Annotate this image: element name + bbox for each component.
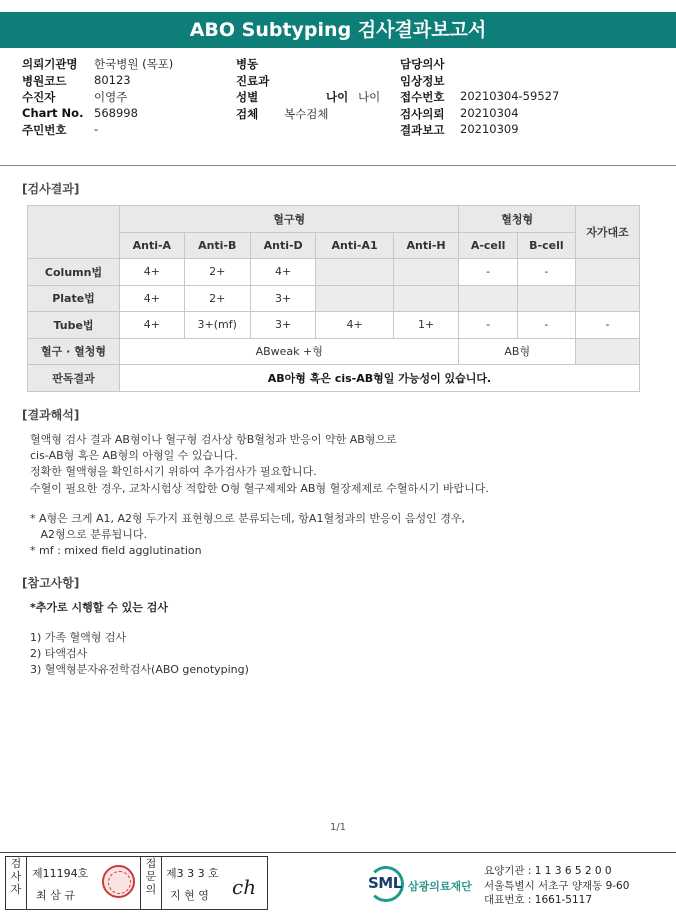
info-label: 검체 bbox=[236, 106, 259, 121]
table-cell bbox=[459, 285, 517, 312]
row-label: Column법 bbox=[28, 259, 120, 286]
col-header: Anti-A1 bbox=[316, 232, 393, 259]
info-value: 20210304 bbox=[460, 105, 519, 120]
results-heading: [검사결과] bbox=[22, 182, 80, 196]
page-number: 1/1 bbox=[329, 822, 347, 833]
logo-mark: SML bbox=[368, 874, 402, 892]
col-header: Anti-B bbox=[184, 232, 250, 259]
interp-line: 수혈이 필요한 경우, 교차시험상 적합한 O형 혈구제제와 AB형 혈장제제로 수혈하시기 바랍니다. bbox=[30, 481, 489, 495]
info-value: 568998 bbox=[94, 105, 138, 120]
info-value: 복수검체 bbox=[284, 106, 329, 121]
info-label: 진료과 bbox=[236, 73, 270, 88]
name-specialist: 지 현 영 bbox=[170, 889, 209, 902]
contact-line: 요양기관 : 1 1 3 6 5 2 0 0 bbox=[484, 865, 612, 877]
group-serum-header: 혈청형 bbox=[459, 206, 576, 233]
contact-line: 대표번호 : 1661-5117 bbox=[484, 894, 593, 906]
table-cell bbox=[576, 338, 640, 365]
info-value: 나이 bbox=[358, 90, 381, 104]
table-cell: 2+ bbox=[184, 259, 250, 286]
table-cell bbox=[316, 285, 393, 312]
serum-type-result: AB형 bbox=[459, 338, 576, 365]
info-label: 의뢰기관명 bbox=[22, 57, 78, 71]
name-examiner: 최 삼 규 bbox=[36, 889, 75, 902]
info-label: 나이 bbox=[326, 90, 349, 104]
table-cell: 3+(mf) bbox=[184, 312, 250, 339]
table-cell bbox=[576, 259, 640, 286]
table-cell: - bbox=[459, 312, 517, 339]
judgement-result: AB아형 혹은 cis-AB형일 가능성이 있습니다. bbox=[120, 365, 640, 392]
org-name: 삼광의료재단 bbox=[408, 880, 472, 893]
references-list bbox=[30, 600, 249, 678]
signature-box bbox=[5, 856, 268, 910]
info-label: 수진자 bbox=[22, 90, 56, 104]
info-label: 성별 bbox=[236, 90, 259, 104]
row-label: 판독결과 bbox=[28, 365, 120, 392]
report-title: ABO Subtyping 검사결과보고서 bbox=[0, 12, 676, 48]
col-header: Anti-A bbox=[120, 232, 185, 259]
info-value: 20210309 bbox=[460, 122, 519, 136]
table-cell: 4+ bbox=[316, 312, 393, 339]
note-line: A2형으로 분류됩니다. bbox=[30, 528, 148, 542]
table-row bbox=[28, 365, 640, 392]
table-cell: 4+ bbox=[120, 312, 185, 339]
interp-line: 혈액형 검사 결과 AB형이나 혈구형 검사상 항B혈청과 반응이 약한 AB형으로 bbox=[30, 433, 397, 446]
list-item: 1) 가족 혈액형 검사 bbox=[30, 631, 127, 644]
info-value: - bbox=[94, 122, 99, 136]
info-value: 이영주 bbox=[94, 90, 128, 104]
table-row bbox=[28, 259, 640, 286]
info-value: 한국병원 (목포) bbox=[94, 57, 174, 71]
table-cell bbox=[576, 285, 640, 312]
interp-line: 정확한 혈액형을 확인하시기 위하여 추가검사가 필요합니다. bbox=[30, 465, 317, 479]
footer-divider bbox=[0, 852, 676, 853]
corner-cell bbox=[28, 206, 120, 259]
note-line: * A형은 크게 A1, A2형 두가지 표현형으로 분류되는데, 항A1혈청과의 반응이 음성인 경우, bbox=[30, 511, 465, 525]
table-cell: - bbox=[576, 312, 640, 339]
table-cell bbox=[316, 259, 393, 286]
contact-line: 서울특별시 서초구 양재동 9-60 bbox=[484, 879, 630, 892]
table-cell: 2+ bbox=[184, 285, 250, 312]
info-label: 결과보고 bbox=[400, 123, 445, 137]
patient-info bbox=[22, 56, 662, 139]
divider bbox=[0, 165, 676, 166]
info-label: 검사의뢰 bbox=[400, 106, 445, 121]
info-label: 병원코드 bbox=[22, 73, 67, 88]
license-specialist: 제3 3 3 호 bbox=[166, 867, 219, 880]
table-cell: 3+ bbox=[250, 285, 316, 312]
info-label: 병동 bbox=[236, 57, 259, 71]
note-line: * mf : mixed field agglutination bbox=[30, 544, 202, 558]
col-header: Anti-H bbox=[393, 232, 459, 259]
info-label: 주민번호 bbox=[22, 123, 67, 137]
info-label: 접수번호 bbox=[400, 90, 445, 104]
contact-info bbox=[484, 864, 629, 908]
auto-control-header: 자가대조 bbox=[576, 206, 640, 259]
info-label: 담당의사 bbox=[400, 57, 445, 71]
table-row bbox=[28, 312, 640, 339]
col-header: Anti-D bbox=[250, 232, 316, 259]
info-value: 20210304-59527 bbox=[460, 89, 560, 103]
table-cell: - bbox=[517, 259, 575, 286]
table-cell: 3+ bbox=[250, 312, 316, 339]
handwritten-signature: ch bbox=[232, 875, 257, 899]
role-specialist: 접 문 의 bbox=[145, 857, 157, 896]
references-heading: [참고사항] bbox=[22, 576, 80, 590]
table-cell bbox=[393, 259, 459, 286]
role-examiner: 검 사 자 bbox=[10, 857, 22, 896]
col-header: A-cell bbox=[459, 232, 517, 259]
interpretation-heading: [결과해석] bbox=[22, 408, 80, 422]
seal-stamp bbox=[102, 865, 135, 898]
results-table bbox=[27, 205, 640, 392]
group-cell-header: 혈구형 bbox=[120, 206, 459, 233]
info-label: Chart No. bbox=[22, 105, 84, 120]
table-row bbox=[28, 338, 640, 365]
table-cell: - bbox=[517, 312, 575, 339]
interpretation-text bbox=[30, 432, 650, 559]
row-label: Plate법 bbox=[28, 285, 120, 312]
table-row bbox=[28, 285, 640, 312]
row-label: Tube법 bbox=[28, 312, 120, 339]
table-cell: - bbox=[459, 259, 517, 286]
info-label: 임상정보 bbox=[400, 73, 445, 88]
table-cell bbox=[517, 285, 575, 312]
table-cell bbox=[393, 285, 459, 312]
interp-line: cis-AB형 혹은 AB형의 아형일 수 있습니다. bbox=[30, 449, 238, 463]
list-item: 2) 타액검사 bbox=[30, 647, 88, 660]
table-cell: 4+ bbox=[250, 259, 316, 286]
col-header: B-cell bbox=[517, 232, 575, 259]
table-cell: 1+ bbox=[393, 312, 459, 339]
list-item: 3) 혈액형분자유전학검사(ABO genotyping) bbox=[30, 663, 249, 676]
references-subheading: *추가로 시행할 수 있는 검사 bbox=[30, 601, 168, 614]
info-value: 80123 bbox=[94, 72, 131, 87]
table-cell: 4+ bbox=[120, 285, 185, 312]
row-label: 혈구 · 혈청형 bbox=[28, 338, 120, 365]
cell-type-result: ABweak +형 bbox=[120, 338, 459, 365]
license-examiner: 제11194호 bbox=[32, 867, 89, 880]
table-cell: 4+ bbox=[120, 259, 185, 286]
